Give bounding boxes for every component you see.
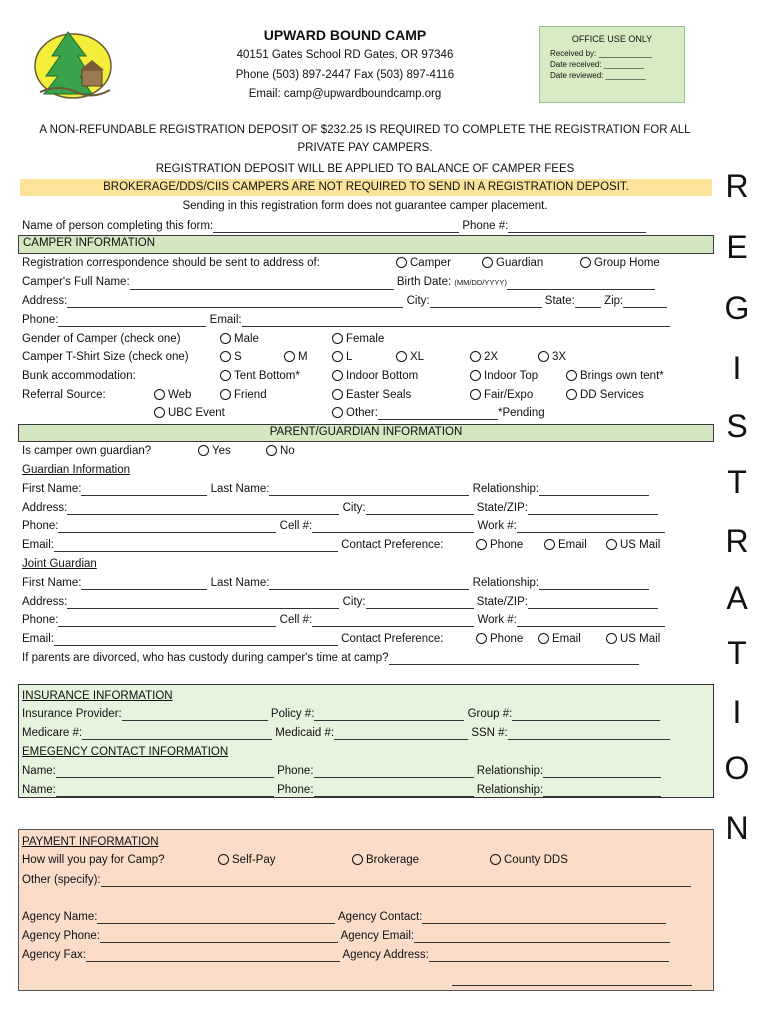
payment-signature-line[interactable] xyxy=(452,985,692,986)
opt-bunk-tent: Tent Bottom* xyxy=(234,370,300,382)
label-g1-address: Address: xyxy=(22,502,68,514)
field-em2-name[interactable] xyxy=(56,785,274,797)
field-camper-address[interactable] xyxy=(67,296,403,308)
opt-tshirt-2x: 2X xyxy=(484,351,499,363)
label-g1-state-zip: State/ZIP: xyxy=(476,502,528,514)
label-em1-name: Name: xyxy=(22,765,56,777)
opt-corr-guardian: Guardian xyxy=(496,257,544,269)
agency-row-1 xyxy=(22,910,666,924)
opt-corr-camper: Camper xyxy=(410,257,451,269)
opt-g2-mail: US Mail xyxy=(620,633,661,645)
camper-name-row xyxy=(22,275,655,290)
radio-pay-county[interactable] xyxy=(490,854,501,865)
insurance-row-2 xyxy=(22,726,670,740)
field-g2-email[interactable] xyxy=(54,634,338,646)
opt-ref-web: Web xyxy=(168,389,192,401)
label-birth-date: Birth Date: xyxy=(396,276,452,288)
label-pay-other: Other (specify): xyxy=(22,874,101,886)
label-camper-city: City: xyxy=(406,295,430,307)
label-g2-address: Address: xyxy=(22,596,68,608)
field-g2-state-zip[interactable] xyxy=(528,597,658,609)
notice-line-5: Sending in this registration form does not guarantee camper placement. xyxy=(182,200,548,212)
field-g1-address[interactable] xyxy=(67,503,339,515)
radio-own-no[interactable] xyxy=(266,445,277,456)
field-agency-phone[interactable] xyxy=(100,931,338,943)
side-letter-6: T xyxy=(727,464,747,500)
g1-email-row xyxy=(22,538,661,552)
gender-row xyxy=(22,332,385,346)
field-agency-contact[interactable] xyxy=(422,912,666,924)
insurance-row-1 xyxy=(22,707,660,721)
notice-line-2: PRIVATE PAY CAMPERS. xyxy=(297,142,433,154)
own-guardian-row xyxy=(22,444,295,458)
radio-ref-easter-seals[interactable] xyxy=(332,389,343,400)
notice-line-3: REGISTRATION DEPOSIT WILL BE APPLIED TO BALANCE OF CAMPER FEES xyxy=(155,163,575,175)
label-g1-relationship: Relationship: xyxy=(472,483,540,495)
label-agency-phone: Agency Phone: xyxy=(22,930,101,942)
field-em1-relationship[interactable] xyxy=(543,766,661,778)
label-ssn: SSN #: xyxy=(471,727,508,739)
side-letter-5: S xyxy=(726,408,748,444)
g1-name-row xyxy=(22,482,649,496)
opt-ref-dd-services: DD Services xyxy=(580,389,644,401)
field-camper-email[interactable] xyxy=(242,315,670,327)
org-name: UPWARD BOUND CAMP xyxy=(263,27,427,43)
field-em1-name[interactable] xyxy=(56,766,274,778)
field-camper-state[interactable] xyxy=(575,296,601,308)
radio-tshirt-xl[interactable] xyxy=(396,351,407,362)
label-agency-contact: Agency Contact: xyxy=(338,911,423,923)
joint-guardian-heading: Joint Guardian xyxy=(22,558,97,570)
notice-line-4: BROKERAGE/DDS/CIIS CAMPERS ARE NOT REQUIRED TO SEND IN A REGISTRATION DEPOSIT. xyxy=(103,181,629,193)
radio-g2-mail[interactable] xyxy=(606,633,617,644)
opt-gender-male: Male xyxy=(234,333,259,345)
radio-g1-phone[interactable] xyxy=(476,539,487,550)
payment-heading: PAYMENT INFORMATION xyxy=(22,836,159,848)
label-g1-contact-pref: Contact Preference: xyxy=(341,539,444,551)
emergency-heading: EMEGENCY CONTACT INFORMATION xyxy=(22,746,229,758)
radio-gender-male[interactable] xyxy=(220,333,231,344)
label-g1-cell: Cell #: xyxy=(279,520,313,532)
label-camper-state: State: xyxy=(544,295,575,307)
opt-corr-group-home: Group Home xyxy=(594,257,660,269)
opt-tshirt-3x: 3X xyxy=(552,351,567,363)
side-letter-3: G xyxy=(724,290,750,326)
emergency-row-1 xyxy=(22,764,661,778)
opt-pay-brokerage: Brokerage xyxy=(366,854,420,866)
label-pay-how: How will you pay for Camp? xyxy=(22,854,165,866)
label-name-completing: Name of person completing this form: xyxy=(22,220,214,232)
insurance-heading: INSURANCE INFORMATION xyxy=(22,690,173,702)
label-camper-email: Email: xyxy=(209,314,242,326)
label-em1-relationship: Relationship: xyxy=(476,765,544,777)
label-g2-state-zip: State/ZIP: xyxy=(476,596,528,608)
field-camper-phone[interactable] xyxy=(58,315,206,327)
label-agency-address: Agency Address: xyxy=(342,949,429,961)
label-g2-relationship: Relationship: xyxy=(472,577,540,589)
radio-ref-ubc-event[interactable] xyxy=(154,407,165,418)
radio-g2-phone[interactable] xyxy=(476,633,487,644)
opt-g1-phone: Phone xyxy=(490,539,524,551)
radio-gender-female[interactable] xyxy=(332,333,343,344)
field-g2-cell[interactable] xyxy=(312,615,474,627)
label-form-phone: Phone #: xyxy=(462,220,509,232)
office-use-box xyxy=(539,26,685,103)
label-g2-phone: Phone: xyxy=(22,614,59,626)
field-g1-first[interactable] xyxy=(81,484,207,496)
opt-own-no: No xyxy=(280,445,295,457)
label-g2-cell: Cell #: xyxy=(279,614,313,626)
org-address: 40151 Gates School RD Gates, OR 97346 xyxy=(236,49,454,61)
label-camper-address: Address: xyxy=(22,295,68,307)
parent-section-title: PARENT/GUARDIAN INFORMATION xyxy=(269,426,463,438)
pay-other-row xyxy=(22,873,691,887)
field-g2-relationship[interactable] xyxy=(539,578,649,590)
correspondence-row xyxy=(22,256,660,270)
opt-ref-friend: Friend xyxy=(234,389,267,401)
radio-ref-other[interactable] xyxy=(332,407,343,418)
opt-g1-mail: US Mail xyxy=(620,539,661,551)
field-camper-city[interactable] xyxy=(430,296,542,308)
opt-ref-easter-seals: Easter Seals xyxy=(346,389,412,401)
opt-gender-female: Female xyxy=(346,333,385,345)
field-name-completing[interactable] xyxy=(213,221,459,233)
label-agency-fax: Agency Fax: xyxy=(22,949,86,961)
opt-ref-other: Other: xyxy=(346,407,378,419)
field-em1-phone[interactable] xyxy=(314,766,474,778)
emergency-row-2 xyxy=(22,783,661,797)
field-ref-other[interactable] xyxy=(378,408,498,420)
label-camper-phone: Phone: xyxy=(22,314,59,326)
g2-phone-row xyxy=(22,613,665,627)
label-ins-provider: Insurance Provider: xyxy=(22,708,122,720)
label-g2-first: First Name: xyxy=(22,577,82,589)
field-g1-last[interactable] xyxy=(269,484,469,496)
field-agency-address[interactable] xyxy=(429,950,669,962)
label-medicaid: Medicaid #: xyxy=(275,727,335,739)
label-em1-phone: Phone: xyxy=(277,765,314,777)
label-agency-email: Agency Email: xyxy=(340,930,415,942)
radio-pay-self[interactable] xyxy=(218,854,229,865)
label-em2-relationship: Relationship: xyxy=(476,784,544,796)
field-camper-zip[interactable] xyxy=(623,296,667,308)
agency-row-3 xyxy=(22,948,669,962)
label-g1-city: City: xyxy=(342,502,366,514)
field-g1-state-zip[interactable] xyxy=(528,503,658,515)
opt-g1-email: Email xyxy=(558,539,587,551)
label-g1-last: Last Name: xyxy=(210,483,270,495)
label-g1-phone: Phone: xyxy=(22,520,59,532)
opt-bunk-own-tent: Brings own tent* xyxy=(580,370,664,382)
side-letter-1: R xyxy=(725,168,749,204)
field-ssn[interactable] xyxy=(508,728,670,740)
opt-pay-self: Self-Pay xyxy=(232,854,276,866)
g1-address-row xyxy=(22,501,658,515)
opt-tshirt-l: L xyxy=(346,351,353,363)
field-camper-name[interactable] xyxy=(130,278,394,290)
label-medicare: Medicare #: xyxy=(22,727,83,739)
field-ins-group[interactable] xyxy=(512,709,660,721)
label-g2-last: Last Name: xyxy=(210,577,270,589)
label-em2-name: Name: xyxy=(22,784,56,796)
label-g1-email: Email: xyxy=(22,539,54,551)
field-g2-phone[interactable] xyxy=(58,615,276,627)
field-medicaid[interactable] xyxy=(334,728,468,740)
field-form-phone[interactable] xyxy=(508,221,646,233)
guardian-info-heading: Guardian Information xyxy=(22,464,131,476)
label-ins-group: Group #: xyxy=(467,708,513,720)
field-g2-city[interactable] xyxy=(366,597,474,609)
completing-row xyxy=(22,219,646,233)
notice-line-1: A NON-REFUNDABLE REGISTRATION DEPOSIT OF $232.25 IS REQUIRED TO COMPLETE THE REGISTRATION FOR ALL xyxy=(39,124,691,136)
label-g1-first: First Name: xyxy=(22,483,82,495)
radio-pay-brokerage[interactable] xyxy=(352,854,363,865)
tshirt-row xyxy=(22,350,567,364)
field-g1-phone[interactable] xyxy=(58,521,276,533)
radio-bunk-own-tent[interactable] xyxy=(566,370,577,381)
radio-bunk-indoor-bottom[interactable] xyxy=(332,370,343,381)
radio-corr-guardian[interactable] xyxy=(482,257,493,268)
pending-note: *Pending xyxy=(497,407,545,419)
radio-tshirt-l[interactable] xyxy=(332,351,343,362)
label-own-guardian: Is camper own guardian? xyxy=(22,445,152,457)
camp-logo xyxy=(30,26,116,102)
side-letter-12: N xyxy=(725,810,749,846)
field-agency-fax[interactable] xyxy=(86,950,340,962)
field-agency-email[interactable] xyxy=(414,931,670,943)
opt-ref-ubc-event: UBC Event xyxy=(168,407,225,419)
camper-info-bar xyxy=(18,235,714,254)
radio-corr-camper[interactable] xyxy=(396,257,407,268)
radio-tshirt-m[interactable] xyxy=(284,351,295,362)
field-em2-relationship[interactable] xyxy=(543,785,661,797)
referral-row xyxy=(22,388,644,402)
org-phone: Phone (503) 897-2447 Fax (503) 897-4116 xyxy=(235,69,455,81)
field-g1-relationship[interactable] xyxy=(539,484,649,496)
opt-tshirt-m: M xyxy=(298,351,308,363)
label-g1-work: Work #: xyxy=(477,520,517,532)
side-letter-8: A xyxy=(726,580,748,616)
radio-g1-email[interactable] xyxy=(544,539,555,550)
radio-ref-friend[interactable] xyxy=(220,389,231,400)
field-g2-work[interactable] xyxy=(517,615,665,627)
g2-name-row xyxy=(22,576,649,590)
radio-g1-mail[interactable] xyxy=(606,539,617,550)
field-g2-address[interactable] xyxy=(67,597,339,609)
opt-bunk-indoor-bottom: Indoor Bottom xyxy=(346,370,419,382)
radio-own-yes[interactable] xyxy=(198,445,209,456)
field-ins-provider[interactable] xyxy=(122,709,268,721)
g2-address-row xyxy=(22,595,658,609)
label-em2-phone: Phone: xyxy=(277,784,314,796)
opt-tshirt-s: S xyxy=(234,351,242,363)
radio-tshirt-s[interactable] xyxy=(220,351,231,362)
label-correspondence: Registration correspondence should be sent to address of: xyxy=(22,257,320,269)
radio-bunk-indoor-top[interactable] xyxy=(470,370,481,381)
agency-row-2 xyxy=(22,929,670,943)
office-date-reviewed: Date reviewed: _________ xyxy=(550,71,646,80)
field-divorced[interactable] xyxy=(389,653,639,665)
divorced-row xyxy=(22,651,639,665)
label-gender: Gender of Camper (check one) xyxy=(22,333,181,345)
field-birth-date[interactable] xyxy=(507,278,655,290)
radio-tshirt-3x[interactable] xyxy=(538,351,549,362)
pay-method-row xyxy=(22,853,568,867)
field-em2-phone[interactable] xyxy=(314,785,474,797)
label-agency-name: Agency Name: xyxy=(22,911,98,923)
side-letter-4: I xyxy=(732,350,742,386)
org-email: Email: camp@upwardboundcamp.org xyxy=(248,88,442,100)
label-g2-work: Work #: xyxy=(477,614,517,626)
field-agency-name[interactable] xyxy=(97,912,335,924)
opt-ref-fair-expo: Fair/Expo xyxy=(484,389,534,401)
side-letter-11: O xyxy=(724,750,750,786)
field-g2-last[interactable] xyxy=(269,578,469,590)
side-letter-7: R xyxy=(725,523,749,559)
field-g1-cell[interactable] xyxy=(312,521,474,533)
field-g1-work[interactable] xyxy=(517,521,665,533)
office-received-by: Received by: ____________ xyxy=(550,49,652,58)
radio-bunk-tent[interactable] xyxy=(220,370,231,381)
side-letter-9: T xyxy=(727,635,747,671)
field-g2-first[interactable] xyxy=(81,578,207,590)
label-referral: Referral Source: xyxy=(22,389,106,401)
side-letter-10: I xyxy=(732,694,742,730)
parent-info-bar xyxy=(18,424,714,442)
birth-date-format: (MM/DD/YYYY) xyxy=(454,278,507,287)
camper-address-row xyxy=(22,294,667,308)
field-g1-city[interactable] xyxy=(366,503,474,515)
office-date-received: Date received: _________ xyxy=(550,60,644,69)
radio-ref-fair-expo[interactable] xyxy=(470,389,481,400)
bunk-row xyxy=(22,369,664,383)
label-g2-contact-pref: Contact Preference: xyxy=(341,633,444,645)
opt-bunk-indoor-top: Indoor Top xyxy=(484,370,539,382)
camper-section-title: CAMPER INFORMATION xyxy=(23,237,156,249)
field-ins-policy[interactable] xyxy=(314,709,464,721)
camper-phone-row xyxy=(22,313,670,327)
opt-pay-county: County DDS xyxy=(504,854,568,866)
radio-corr-group-home[interactable] xyxy=(580,257,591,268)
opt-tshirt-xl: XL xyxy=(410,351,425,363)
radio-tshirt-2x[interactable] xyxy=(470,351,481,362)
label-camper-name: Camper's Full Name: xyxy=(22,276,130,288)
g2-email-row xyxy=(22,632,661,646)
label-tshirt: Camper T-Shirt Size (check one) xyxy=(22,351,189,363)
label-g2-email: Email: xyxy=(22,633,54,645)
radio-ref-dd-services[interactable] xyxy=(566,389,577,400)
side-letter-2: E xyxy=(726,229,748,265)
opt-own-yes: Yes xyxy=(212,445,231,457)
label-bunk: Bunk accommodation: xyxy=(22,370,136,382)
opt-g2-email: Email xyxy=(552,633,581,645)
label-g2-city: City: xyxy=(342,596,366,608)
office-title: OFFICE USE ONLY xyxy=(571,34,653,44)
label-divorced: If parents are divorced, who has custody during camper's time at camp? xyxy=(22,652,389,664)
radio-ref-web[interactable] xyxy=(154,389,165,400)
label-ins-policy: Policy #: xyxy=(270,708,315,720)
field-pay-other[interactable] xyxy=(101,875,691,887)
g1-phone-row xyxy=(22,519,665,533)
label-camper-zip: Zip: xyxy=(604,295,624,307)
opt-g2-phone: Phone xyxy=(490,633,524,645)
field-medicare[interactable] xyxy=(82,728,272,740)
field-g1-email[interactable] xyxy=(54,540,338,552)
radio-g2-email[interactable] xyxy=(538,633,549,644)
